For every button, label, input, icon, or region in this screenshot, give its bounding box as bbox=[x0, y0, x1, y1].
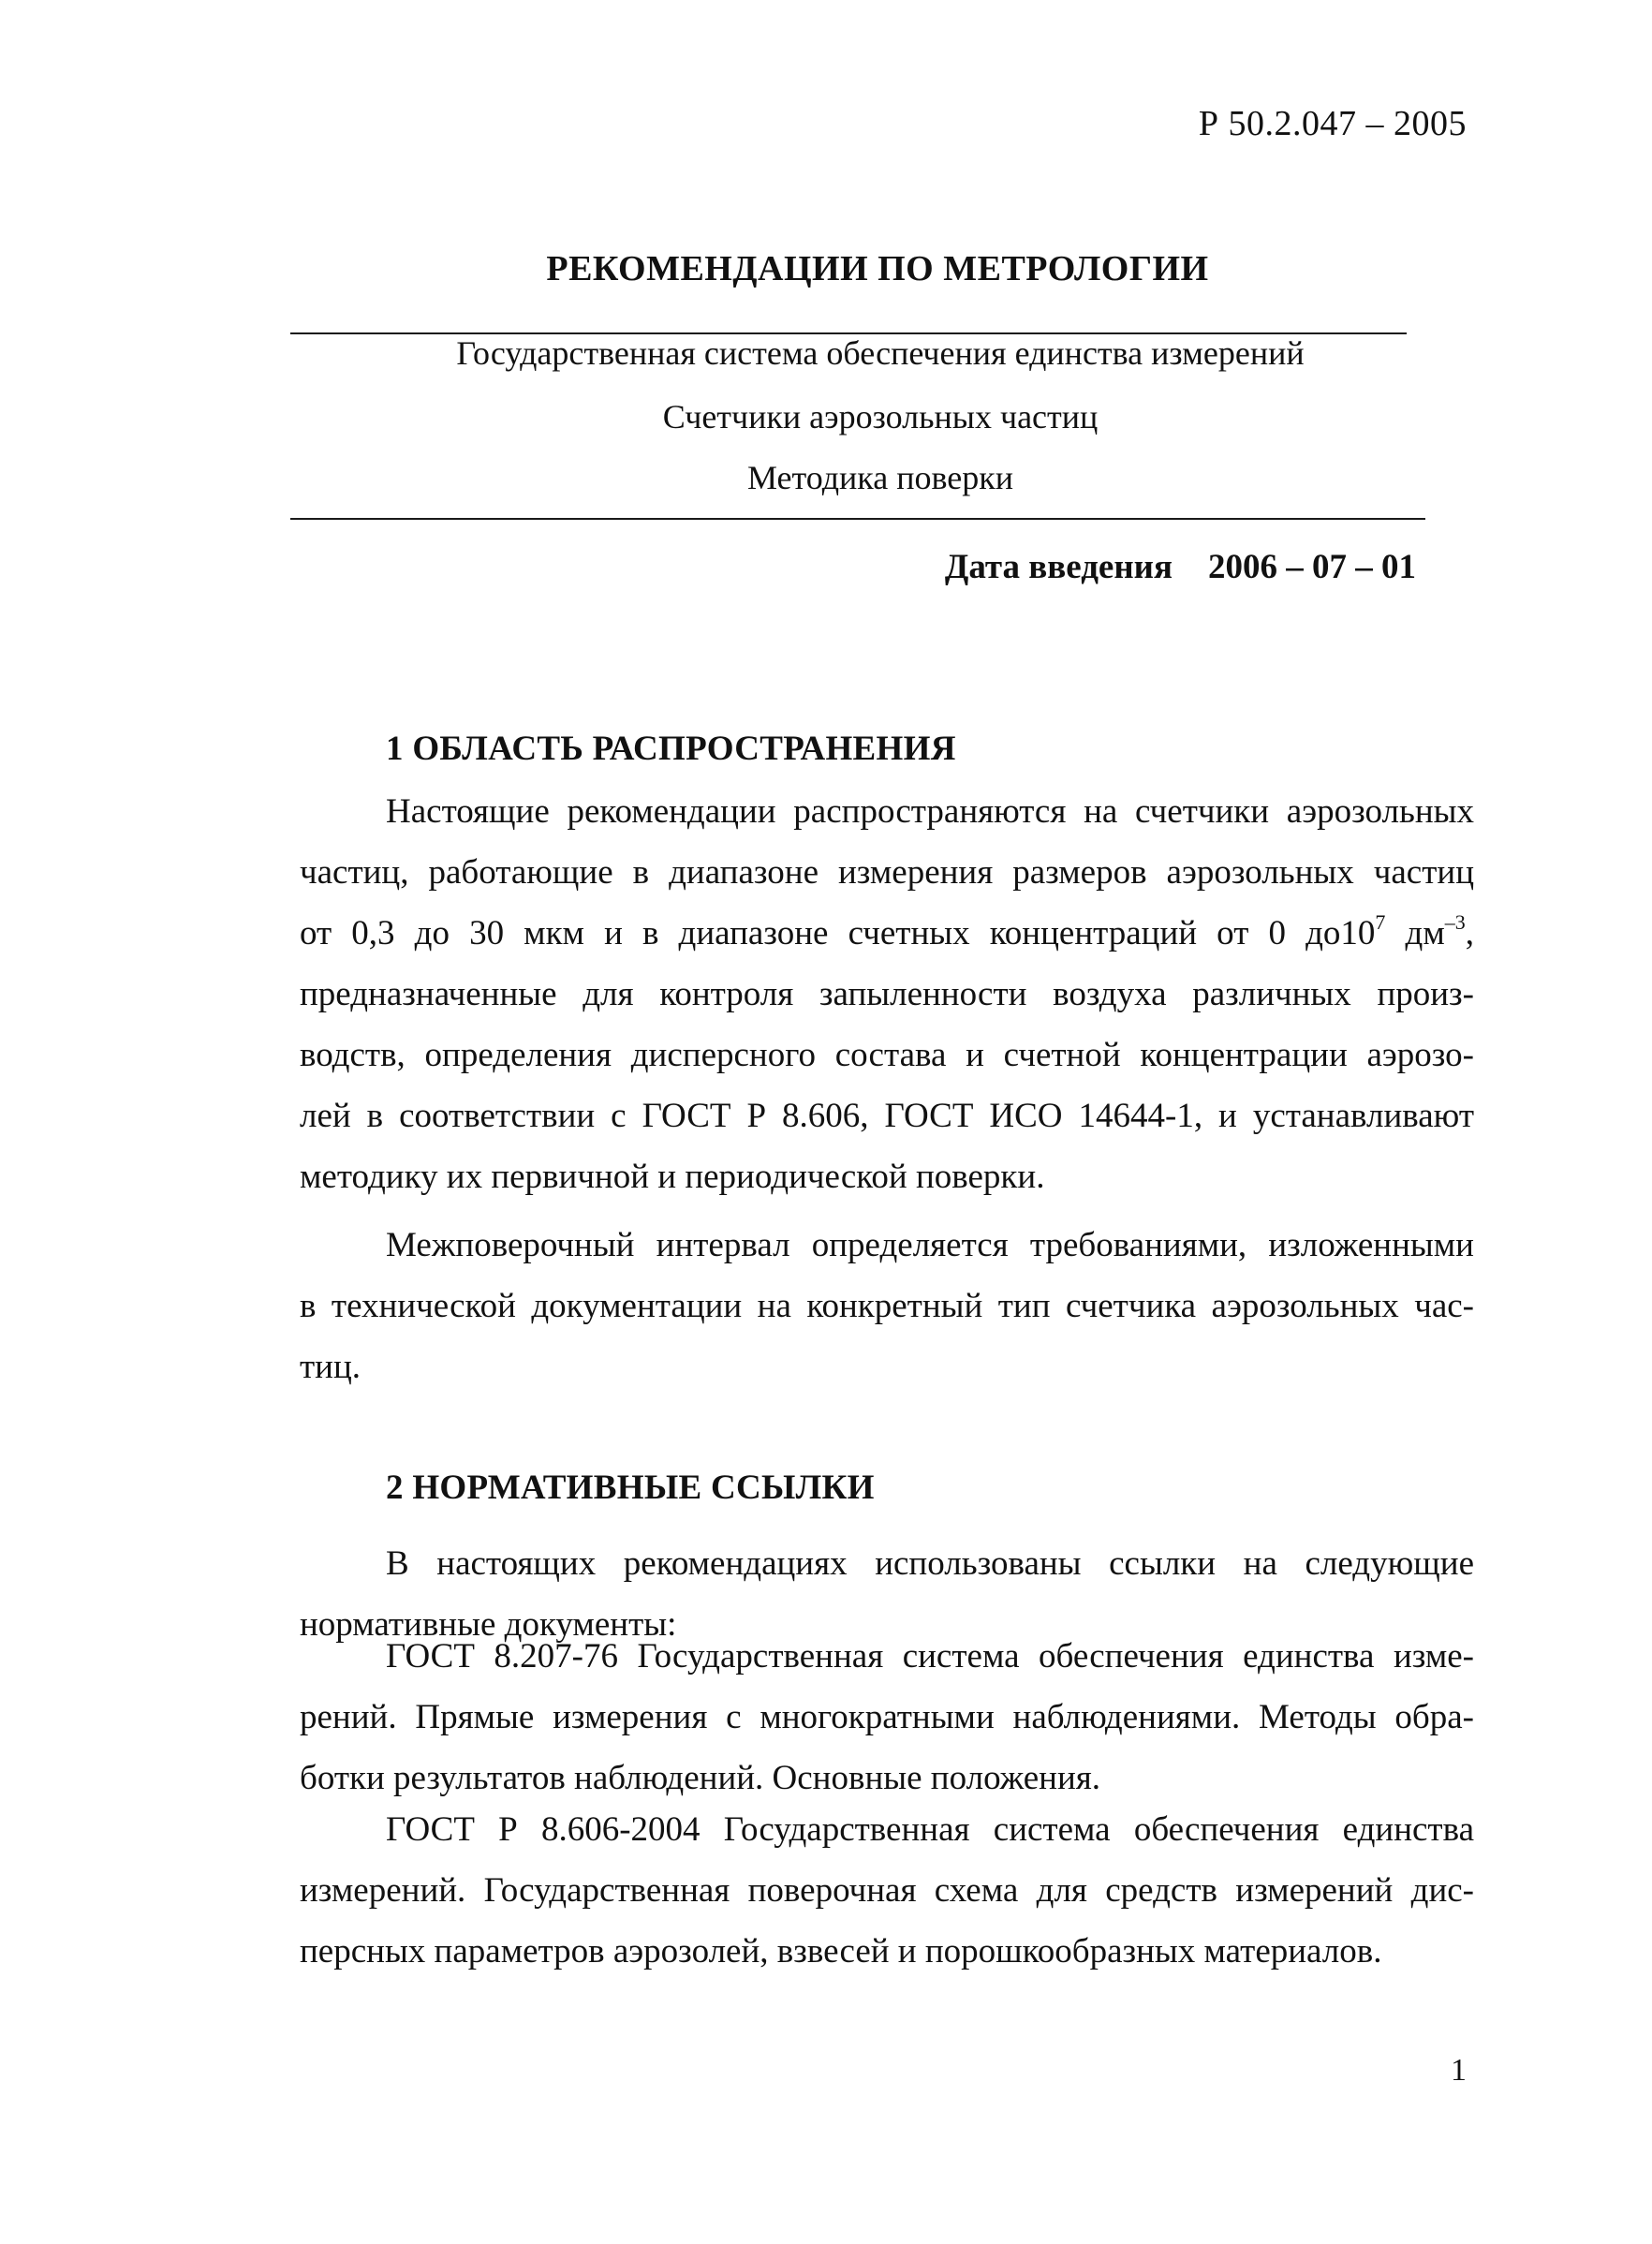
section-1-paragraph-1 bbox=[300, 781, 1474, 1207]
text-line: измерений. Государственная поверочная схема для средств измерений дис- bbox=[300, 1871, 1474, 1910]
text-line: ботки результатов наблюдений. Основные положения. bbox=[300, 1759, 1101, 1797]
text-line: методику их первичной и периодической поверки. bbox=[300, 1158, 1045, 1196]
title-rule-bottom bbox=[290, 518, 1425, 520]
section-1-paragraph-2 bbox=[300, 1215, 1474, 1397]
subtitle-device: Счетчики аэрозольных частиц bbox=[662, 398, 1099, 436]
text-line: Настоящие рекомендации распространяются на счетчики аэрозольных bbox=[386, 792, 1474, 831]
text-segment: , bbox=[1465, 914, 1474, 952]
section-1-heading: 1 ОБЛАСТЬ РАСПРОСТРАНЕНИЯ bbox=[386, 730, 956, 768]
text-line bbox=[300, 903, 1474, 964]
text-line: ГОСТ 8.207-76 Государственная система обеспечения единства изме- bbox=[386, 1637, 1474, 1676]
text-line: Межповерочный интервал определяется требованиями, изложенными bbox=[386, 1226, 1474, 1264]
text-segment: от 0,3 до 30 мкм и в диапазоне счетных концентраций от 0 до10 bbox=[300, 914, 1376, 952]
subtitle-method: Методика поверки bbox=[746, 459, 1014, 496]
reference-gost-8-207 bbox=[300, 1626, 1474, 1808]
text-line: нормативные документы: bbox=[300, 1605, 677, 1644]
main-title: РЕКОМЕНДАЦИИ ПО МЕТРОЛОГИИ bbox=[546, 249, 1209, 288]
text-line: персных параметров аэрозолей, взвесей и порошкообразных материалов. bbox=[300, 1932, 1382, 1971]
text-line: предназначенные для контроля запыленности воздуха различных произ- bbox=[300, 975, 1474, 1013]
exponent: 7 bbox=[1375, 910, 1386, 934]
text-line: тиц. bbox=[300, 1348, 361, 1386]
text-line: лей в соответствии с ГОСТ Р 8.606, ГОСТ ИСО 14644-1, и устанавливают bbox=[300, 1097, 1474, 1135]
reference-gost-r-8-606 bbox=[300, 1799, 1474, 1982]
text-line: ГОСТ Р 8.606-2004 Государственная система обеспечения единства bbox=[386, 1810, 1474, 1849]
text-segment: дм bbox=[1385, 914, 1445, 952]
page-number: 1 bbox=[1451, 2053, 1467, 2088]
subtitle-system: Государственная система обеспечения единства измерений bbox=[456, 334, 1305, 372]
text-line: водств, определения дисперсного состава и счетной концентрации аэрозо- bbox=[300, 1036, 1474, 1074]
introduction-date-value: 2006 – 07 – 01 bbox=[1208, 548, 1416, 586]
text-line: рений. Прямые измерения с многократными наблюдениями. Методы обра- bbox=[300, 1698, 1474, 1736]
text-line: частиц, работающие в диапазоне измерения размеров аэрозольных частиц bbox=[300, 853, 1474, 892]
section-2-heading: 2 НОРМАТИВНЫЕ ССЫЛКИ bbox=[386, 1469, 875, 1507]
introduction-date-label: Дата введения bbox=[944, 548, 1173, 586]
text-line: В настоящих рекомендациях использованы ссылки на следующие bbox=[386, 1544, 1474, 1583]
exponent: –3 bbox=[1444, 910, 1466, 934]
document-designation: Р 50.2.047 – 2005 bbox=[1198, 104, 1467, 143]
text-line: в технической документации на конкретный тип счетчика аэрозольных час- bbox=[300, 1287, 1474, 1325]
introduction-date bbox=[945, 547, 1416, 587]
